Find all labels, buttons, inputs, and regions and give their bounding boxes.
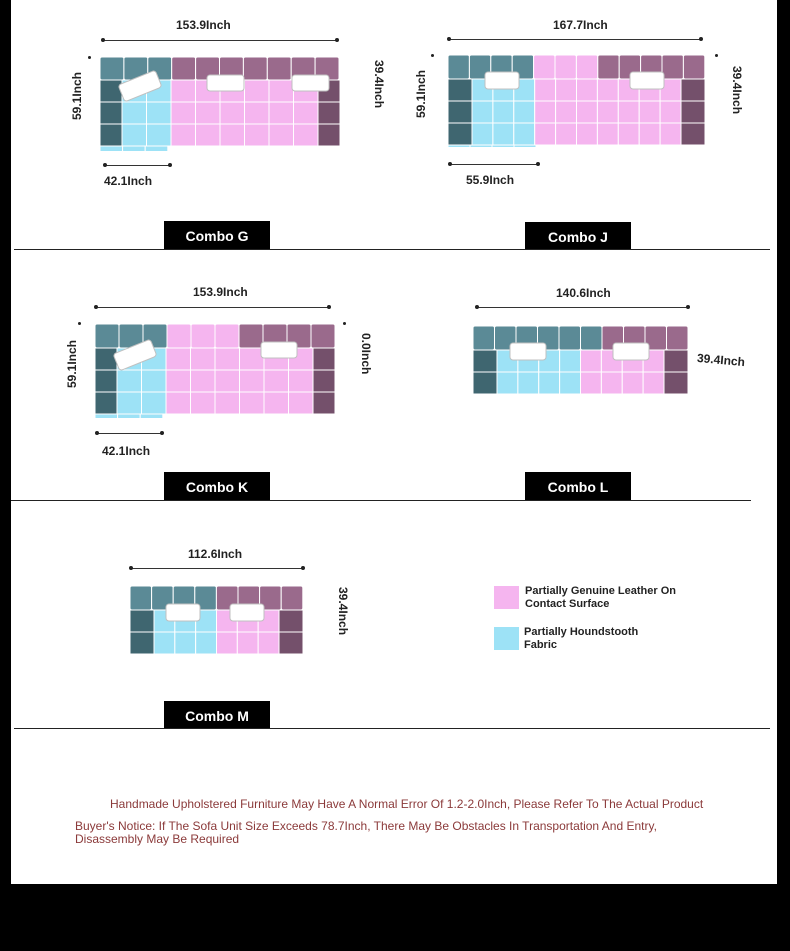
combo-j-chaise-line (450, 164, 538, 165)
backrest-cushion (239, 324, 263, 348)
pillow (261, 342, 297, 358)
seat-cushion (191, 370, 216, 392)
armrest (279, 632, 303, 654)
backrest-cushion (667, 326, 689, 350)
seat-cushion (147, 124, 172, 146)
seat-cushion (245, 80, 270, 102)
seat-cushion (577, 101, 598, 123)
seat-cushion (171, 124, 196, 146)
backrest-cushion (267, 57, 291, 80)
pillow (485, 72, 519, 89)
seat-cushion (560, 372, 581, 394)
buyer-notice: Buyer's Notice: If The Sofa Unit Size Exceeds 78.7Inch, There May Be Obstacles In Transportation And Entry, Disassembly May Be Required (75, 819, 657, 846)
combo-l-width: 140.6Inch (556, 286, 611, 300)
backrest-cushion (167, 324, 191, 348)
chaise-cushion (140, 414, 163, 418)
seat-cushion (660, 123, 681, 145)
armrest (95, 392, 117, 414)
backrest-cushion (576, 55, 597, 79)
combo-g-width: 153.9Inch (176, 18, 231, 32)
combo-j-sofa (448, 55, 705, 147)
seat-cushion (556, 79, 577, 101)
chaise-cushion (100, 146, 123, 151)
seat-cushion (215, 370, 240, 392)
seat-cushion (117, 392, 142, 414)
pillow (613, 343, 649, 360)
seat-cushion (639, 101, 660, 123)
armrest (313, 348, 335, 370)
seat-cushion (289, 370, 314, 392)
seat-cushion (535, 123, 556, 145)
combo-g-label: Combo G (164, 221, 270, 249)
seat-cushion (122, 124, 147, 146)
pillow (510, 343, 546, 360)
seat-cushion (220, 124, 245, 146)
seat-cushion (643, 372, 664, 394)
seat-cushion (597, 101, 618, 123)
chaise-cushion (514, 145, 536, 147)
legend-leather-text: Partially Genuine Leather On Contact Surface (525, 585, 676, 610)
combo-g-chaise-line (105, 165, 170, 166)
seat-cushion (518, 372, 539, 394)
seat-cushion (258, 632, 279, 654)
combo-g-sofa (100, 57, 340, 151)
backrest-cushion (534, 55, 555, 79)
seat-cushion (493, 123, 514, 145)
pillow (292, 75, 329, 91)
seat-cushion (581, 350, 602, 372)
seat-cushion (142, 392, 167, 414)
seat-cushion (122, 102, 147, 124)
seat-cushion (191, 348, 216, 370)
combo-m-width: 112.6Inch (188, 547, 243, 561)
seat-cushion (142, 370, 167, 392)
seat-cushion (556, 123, 577, 145)
seat-cushion (560, 350, 581, 372)
seat-cushion (497, 372, 518, 394)
armrest (681, 79, 705, 101)
seat-cushion (535, 101, 556, 123)
seat-cushion (215, 348, 240, 370)
seat-cushion (618, 123, 639, 145)
seat-cushion (639, 123, 660, 145)
seat-cushion (175, 632, 196, 654)
combo-k-sofa (95, 324, 335, 418)
backrest-cushion (662, 55, 683, 79)
combo-l-depth-right: 39.4Inch (696, 350, 746, 370)
seat-cushion (597, 123, 618, 145)
backrest-cushion (473, 326, 495, 350)
seat-cushion (215, 392, 240, 414)
backrest-cushion (191, 324, 215, 348)
seat-cushion (660, 101, 681, 123)
pillow (166, 604, 200, 621)
seat-cushion (154, 632, 175, 654)
seat-cushion (240, 392, 265, 414)
seat-cushion (472, 101, 493, 123)
backrest-cushion (95, 324, 119, 348)
seat-cushion (556, 101, 577, 123)
combo-k-width-line (96, 307, 329, 308)
combo-j-depth-left: 59.1Inch (414, 70, 428, 119)
backrest-cushion (555, 55, 576, 79)
armrest (448, 101, 472, 123)
seat-cushion (535, 79, 556, 101)
chaise-cushion (470, 145, 492, 147)
armrest (100, 124, 122, 146)
combo-j-depth-right: 39.4Inch (730, 66, 744, 115)
seat-cushion (220, 102, 245, 124)
combo-k-depth-right: 0.0Inch (359, 333, 373, 375)
backrest-cushion (559, 326, 581, 350)
seat-cushion (539, 372, 560, 394)
seat-cushion (171, 102, 196, 124)
armrest (95, 370, 117, 392)
seat-cushion (245, 124, 270, 146)
seat-cushion (240, 348, 265, 370)
seat-cushion (166, 348, 191, 370)
chaise-cushion (123, 146, 146, 151)
seat-cushion (237, 632, 258, 654)
chaise-cushion (145, 146, 168, 151)
backrest-cushion (311, 324, 335, 348)
marker-dot (343, 322, 346, 325)
seat-cushion (493, 101, 514, 123)
chaise-cushion (118, 414, 141, 418)
armrest (130, 610, 154, 632)
seat-cushion (514, 123, 535, 145)
armrest (448, 79, 472, 101)
combo-j-label: Combo J (525, 222, 631, 250)
seat-cushion (166, 370, 191, 392)
seat-cushion (264, 370, 289, 392)
combo-g-width-line (103, 40, 337, 41)
divider (14, 728, 770, 729)
armrest (473, 350, 497, 372)
pillow (230, 604, 264, 621)
backrest-cushion (130, 586, 152, 610)
backrest-cushion (100, 57, 124, 80)
backrest-cushion (215, 324, 239, 348)
backrest-cushion (581, 326, 603, 350)
combo-k-label: Combo K (164, 472, 270, 500)
marker-dot (431, 54, 434, 57)
error-note: Handmade Upholstered Furniture May Have A Normal Error Of 1.2-2.0Inch, Please Refer To The Actual Product (110, 797, 704, 811)
armrest (664, 372, 688, 394)
legend-fabric-text: Partially Houndstooth Fabric (524, 626, 639, 651)
armrest (130, 632, 154, 654)
seat-cushion (147, 102, 172, 124)
chaise-cushion (492, 145, 514, 147)
seat-cushion (264, 392, 289, 414)
seat-cushion (171, 80, 196, 102)
marker-dot (78, 322, 81, 325)
armrest (95, 348, 117, 370)
backrest-cushion (243, 57, 267, 80)
seat-cushion (294, 102, 319, 124)
divider (14, 249, 770, 250)
armrest (279, 610, 303, 632)
armrest (100, 102, 122, 124)
combo-g-chaise: 42.1Inch (104, 174, 153, 188)
marker-dot (88, 56, 91, 59)
armrest (473, 372, 497, 394)
combo-l-label: Combo L (525, 472, 631, 500)
combo-k-width: 153.9Inch (193, 285, 248, 299)
seat-cushion (217, 632, 238, 654)
marker-dot (715, 54, 718, 57)
seat-cushion (597, 79, 618, 101)
combo-m-depth-right: 39.4Inch (336, 587, 350, 636)
seat-cushion (581, 372, 602, 394)
armrest (664, 350, 688, 372)
seat-cushion (577, 123, 598, 145)
seat-cushion (240, 370, 265, 392)
seat-cushion (191, 392, 216, 414)
seat-cushion (601, 372, 622, 394)
pillow (207, 75, 244, 91)
pillow (630, 72, 664, 89)
seat-cushion (196, 632, 217, 654)
seat-cushion (472, 123, 493, 145)
armrest (318, 124, 340, 146)
armrest (681, 101, 705, 123)
seat-cushion (245, 102, 270, 124)
armrest (318, 102, 340, 124)
backrest-cushion (598, 55, 619, 79)
armrest (681, 123, 705, 145)
seat-cushion (269, 102, 294, 124)
backrest-cushion (172, 57, 196, 80)
seat-cushion (294, 124, 319, 146)
combo-j-width: 167.7Inch (553, 18, 608, 32)
legend-fabric-swatch (494, 627, 519, 650)
seat-cushion (117, 370, 142, 392)
seat-cushion (196, 102, 221, 124)
combo-g-depth-right: 39.4Inch (372, 60, 386, 109)
combo-g-depth-left: 59.1Inch (70, 72, 84, 121)
seat-cushion (269, 80, 294, 102)
combo-k-depth-left: 59.1Inch (65, 340, 79, 389)
armrest (313, 370, 335, 392)
armrest (448, 123, 472, 145)
seat-cushion (289, 392, 314, 414)
legend-leather-swatch (494, 586, 519, 609)
seat-cushion (269, 124, 294, 146)
seat-cushion (577, 79, 598, 101)
combo-l-sofa (473, 326, 688, 394)
armrest (313, 392, 335, 414)
seat-cushion (618, 101, 639, 123)
divider (11, 500, 751, 501)
seat-cushion (166, 392, 191, 414)
chaise-cushion (95, 414, 118, 418)
combo-m-sofa (130, 586, 303, 654)
seat-cushion (196, 124, 221, 146)
combo-k-chaise-line (97, 433, 162, 434)
seat-cushion (622, 372, 643, 394)
seat-cushion (514, 101, 535, 123)
backrest-cushion (683, 55, 704, 79)
combo-j-width-line (449, 39, 701, 40)
combo-k-chaise: 42.1Inch (102, 444, 151, 458)
combo-j-chaise: 55.9Inch (466, 173, 515, 187)
armrest (100, 80, 122, 102)
combo-m-width-line (131, 568, 303, 569)
backrest-cushion (281, 586, 303, 610)
backrest-cushion (448, 55, 469, 79)
combo-m-label: Combo M (164, 701, 270, 729)
combo-l-width-line (477, 307, 688, 308)
